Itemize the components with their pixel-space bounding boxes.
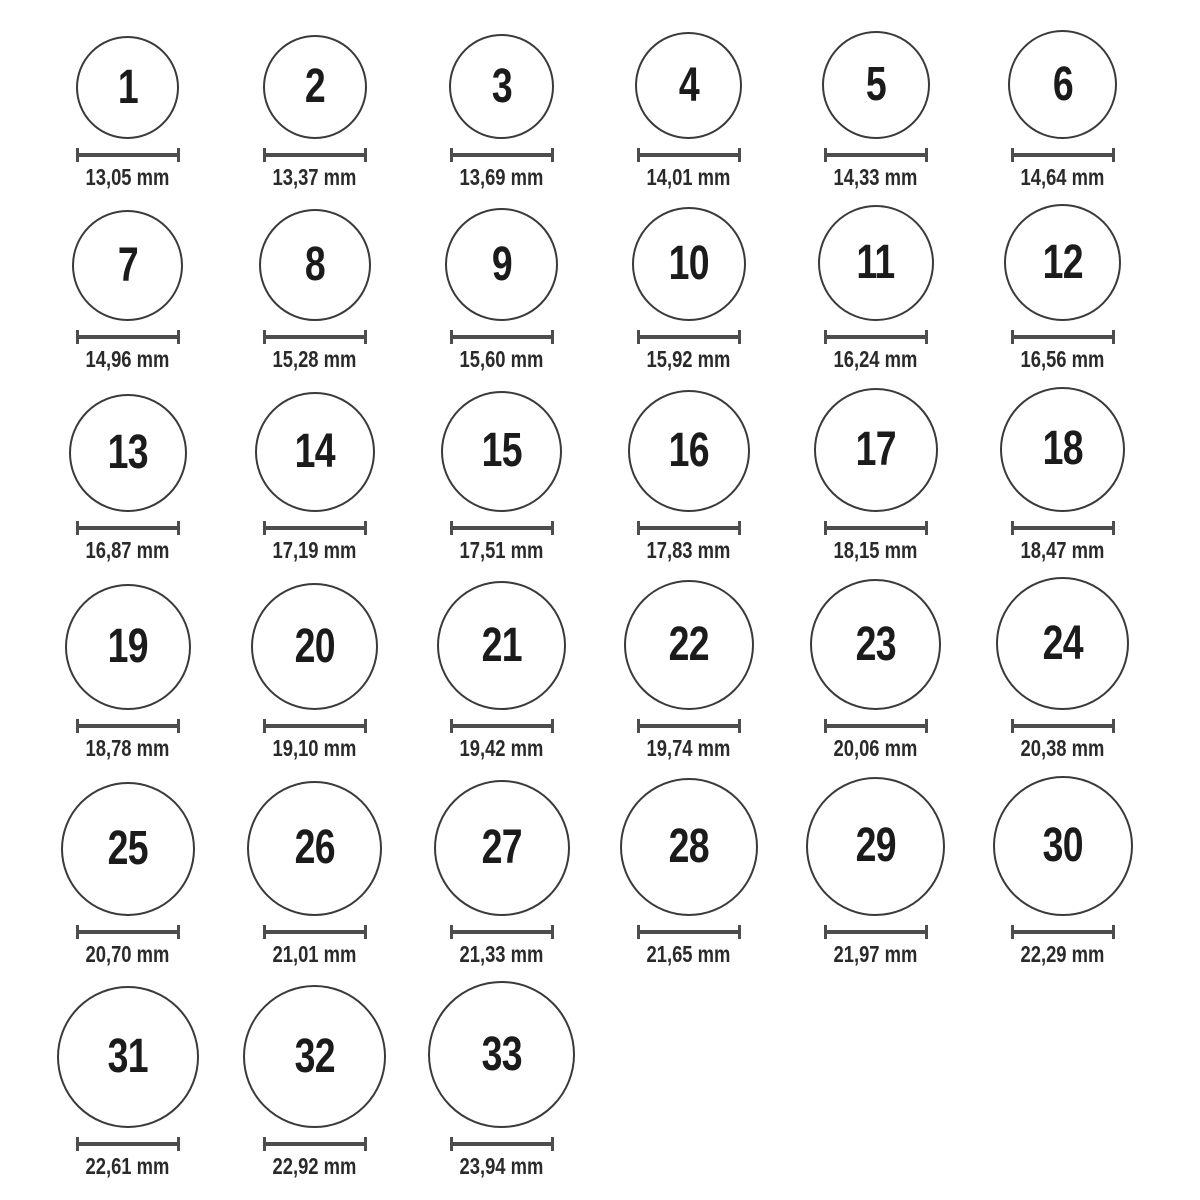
diameter-label: 14,64 mm (1020, 164, 1105, 190)
diameter-label: 14,96 mm (85, 346, 170, 373)
diameter-label: 18,15 mm (833, 536, 918, 563)
diameter-label: 17,51 mm (459, 536, 544, 563)
measure-bar (451, 930, 553, 934)
diameter-measure-line (76, 925, 180, 939)
measure-bar (451, 153, 553, 157)
diameter-label: 19,74 mm (646, 735, 731, 762)
ring-size-item (595, 580, 782, 761)
diameter-measure-line (1011, 148, 1115, 162)
right-end-tick (177, 521, 180, 535)
ring-size-number: 29 (855, 819, 896, 873)
diameter-measure-line (637, 719, 741, 733)
diameter-label: 17,83 mm (646, 536, 731, 563)
ring-circle (620, 778, 758, 916)
right-end-tick (177, 719, 180, 733)
ring-circle (243, 985, 386, 1128)
ring-size-item (969, 30, 1156, 190)
diameter-label: 20,38 mm (1020, 735, 1105, 762)
diameter-measure-line (637, 330, 741, 344)
measure-bar (264, 526, 366, 530)
diameter-label: 20,70 mm (85, 940, 170, 967)
right-end-tick (364, 148, 367, 162)
ring-size-item (969, 387, 1156, 563)
ring-size-number: 23 (855, 617, 896, 671)
ring-size-item (34, 394, 221, 563)
diameter-label: 23,94 mm (459, 1153, 544, 1180)
ring-size-number: 28 (668, 819, 709, 873)
diameter-label: 15,60 mm (459, 346, 544, 373)
measure-bar (264, 724, 366, 728)
diameter-label: 15,92 mm (646, 346, 731, 373)
ring-circle (1004, 204, 1121, 321)
ring-size-number: 1 (117, 60, 138, 114)
ring-size-number: 21 (481, 618, 522, 672)
right-end-tick (1112, 719, 1115, 733)
ring-size-item (969, 776, 1156, 967)
measure-bar (638, 153, 740, 157)
chart-row (34, 204, 1200, 372)
chart-row (34, 387, 1200, 563)
diameter-measure-line (637, 925, 741, 939)
ring-circle (632, 207, 746, 321)
diameter-measure-line (824, 148, 928, 162)
right-end-tick (551, 330, 554, 344)
ring-size-number: 15 (481, 424, 522, 478)
ring-size-item (782, 777, 969, 967)
diameter-label: 22,29 mm (1020, 940, 1105, 967)
measure-bar (825, 724, 927, 728)
diameter-label: 15,28 mm (272, 346, 357, 373)
ring-size-item (34, 36, 221, 190)
measure-bar (1012, 930, 1114, 934)
ring-size-item (782, 31, 969, 190)
measure-bar (264, 930, 366, 934)
measure-bar (1012, 335, 1114, 339)
diameter-measure-line (76, 330, 180, 344)
right-end-tick (1112, 148, 1115, 162)
chart-row (34, 577, 1200, 761)
ring-size-number: 22 (668, 618, 709, 672)
diameter-measure-line (263, 330, 367, 344)
ring-circle (259, 209, 371, 321)
right-end-tick (177, 925, 180, 939)
right-end-tick (364, 719, 367, 733)
diameter-label: 22,92 mm (272, 1153, 357, 1180)
right-end-tick (1112, 330, 1115, 344)
ring-size-item (34, 210, 221, 372)
diameter-measure-line (824, 521, 928, 535)
diameter-measure-line (824, 719, 928, 733)
measure-bar (264, 153, 366, 157)
diameter-measure-line (637, 521, 741, 535)
right-end-tick (738, 925, 741, 939)
ring-size-item (969, 204, 1156, 372)
ring-size-item (34, 986, 221, 1179)
diameter-measure-line (263, 521, 367, 535)
ring-size-number: 27 (481, 820, 522, 874)
measure-bar (264, 1142, 366, 1146)
ring-size-item (221, 35, 408, 190)
ring-size-number: 24 (1042, 616, 1083, 670)
diameter-measure-line (263, 925, 367, 939)
ring-size-item (221, 985, 408, 1179)
ring-size-item (969, 577, 1156, 761)
ring-size-item (221, 583, 408, 761)
diameter-label: 21,33 mm (459, 940, 544, 967)
measure-bar (77, 930, 179, 934)
ring-size-number: 13 (107, 425, 148, 479)
diameter-measure-line (76, 521, 180, 535)
diameter-measure-line (1011, 330, 1115, 344)
measure-bar (1012, 526, 1114, 530)
measure-bar (77, 1142, 179, 1146)
diameter-measure-line (824, 330, 928, 344)
diameter-measure-line (1011, 521, 1115, 535)
ring-size-item (595, 390, 782, 563)
measure-bar (825, 153, 927, 157)
ring-size-item (782, 579, 969, 761)
right-end-tick (1112, 521, 1115, 535)
diameter-label: 13,05 mm (85, 164, 170, 190)
ring-size-number: 17 (855, 422, 896, 476)
diameter-measure-line (76, 148, 180, 162)
measure-bar (451, 526, 553, 530)
ring-size-number: 30 (1042, 818, 1083, 872)
ring-size-item (408, 34, 595, 190)
diameter-measure-line (450, 330, 554, 344)
right-end-tick (551, 719, 554, 733)
measure-bar (451, 724, 553, 728)
diameter-label: 22,61 mm (85, 1153, 170, 1180)
ring-circle (65, 584, 191, 710)
right-end-tick (925, 925, 928, 939)
ring-circle (449, 34, 554, 139)
right-end-tick (738, 521, 741, 535)
ring-size-item (408, 391, 595, 563)
diameter-label: 17,19 mm (272, 536, 357, 563)
ring-circle (814, 388, 938, 512)
right-end-tick (925, 330, 928, 344)
right-end-tick (738, 330, 741, 344)
right-end-tick (177, 1137, 180, 1151)
ring-size-number: 32 (294, 1029, 335, 1083)
measure-bar (451, 335, 553, 339)
diameter-label: 21,01 mm (272, 940, 357, 967)
ring-circle (810, 579, 941, 710)
measure-bar (825, 526, 927, 530)
ring-size-number: 9 (491, 237, 512, 291)
measure-bar (77, 724, 179, 728)
measure-bar (638, 930, 740, 934)
ring-size-number: 4 (678, 58, 699, 112)
ring-size-number: 20 (294, 619, 335, 673)
diameter-label: 14,33 mm (833, 164, 918, 190)
ring-size-number: 8 (304, 238, 325, 292)
ring-circle (628, 390, 750, 512)
ring-size-number: 33 (481, 1027, 522, 1081)
diameter-measure-line (76, 719, 180, 733)
ring-circle (72, 210, 183, 321)
diameter-measure-line (450, 925, 554, 939)
diameter-measure-line (263, 1137, 367, 1151)
ring-circle (263, 35, 367, 139)
ring-size-number: 3 (491, 59, 512, 113)
diameter-label: 16,24 mm (833, 346, 918, 373)
ring-size-number: 6 (1052, 57, 1073, 111)
ring-size-number: 5 (865, 58, 886, 111)
chart-row (34, 776, 1200, 967)
ring-size-number: 10 (668, 237, 709, 291)
ring-size-item (595, 778, 782, 967)
diameter-measure-line (824, 925, 928, 939)
ring-size-item (34, 584, 221, 761)
chart-row (34, 981, 1200, 1179)
right-end-tick (925, 521, 928, 535)
right-end-tick (925, 719, 928, 733)
measure-bar (451, 1142, 553, 1146)
ring-circle (57, 986, 199, 1128)
diameter-measure-line (450, 719, 554, 733)
diameter-label: 21,97 mm (833, 940, 918, 967)
diameter-measure-line (263, 148, 367, 162)
ring-size-item (408, 981, 595, 1179)
ring-circle (255, 392, 375, 512)
measure-bar (264, 335, 366, 339)
ring-size-number: 18 (1042, 422, 1083, 476)
ring-size-item (408, 581, 595, 761)
ring-size-item (595, 32, 782, 190)
ring-circle (822, 31, 930, 139)
ring-circle (818, 205, 934, 321)
right-end-tick (364, 330, 367, 344)
diameter-label: 16,87 mm (85, 536, 170, 563)
ring-size-number: 31 (107, 1030, 148, 1084)
right-end-tick (1112, 925, 1115, 939)
ring-circle (996, 577, 1129, 710)
diameter-label: 16,56 mm (1020, 346, 1105, 373)
ring-size-item (34, 782, 221, 967)
right-end-tick (551, 925, 554, 939)
ring-circle (1008, 30, 1117, 139)
diameter-measure-line (76, 1137, 180, 1151)
right-end-tick (551, 148, 554, 162)
diameter-label: 13,69 mm (459, 164, 544, 190)
right-end-tick (738, 719, 741, 733)
ring-size-number: 7 (117, 238, 138, 292)
measure-bar (77, 153, 179, 157)
measure-bar (638, 526, 740, 530)
measure-bar (1012, 724, 1114, 728)
diameter-measure-line (450, 1137, 554, 1151)
diameter-label: 18,78 mm (85, 735, 170, 762)
ring-circle (69, 394, 187, 512)
ring-size-item (221, 209, 408, 372)
measure-bar (638, 335, 740, 339)
right-end-tick (177, 148, 180, 162)
diameter-label: 18,47 mm (1020, 536, 1105, 563)
ring-circle (993, 776, 1133, 916)
ring-circle (251, 583, 378, 710)
ring-circle (247, 781, 382, 916)
ring-circle (61, 782, 195, 916)
ring-size-item (221, 781, 408, 967)
ring-size-number: 2 (304, 60, 325, 113)
right-end-tick (551, 1137, 554, 1151)
diameter-label: 14,01 mm (646, 164, 731, 190)
right-end-tick (177, 330, 180, 344)
measure-bar (1012, 153, 1114, 157)
ring-circle (76, 36, 179, 139)
measure-bar (77, 526, 179, 530)
ring-circle (624, 580, 754, 710)
ring-size-item (782, 205, 969, 372)
ring-size-number: 26 (294, 821, 335, 875)
ring-size-number: 14 (294, 424, 335, 478)
ring-circle (1000, 387, 1125, 512)
ring-circle (437, 581, 566, 710)
measure-bar (825, 335, 927, 339)
ring-circle (445, 208, 558, 321)
ring-circle (434, 780, 570, 916)
diameter-measure-line (1011, 925, 1115, 939)
ring-size-item (595, 207, 782, 372)
ring-size-number: 16 (668, 423, 709, 477)
ring-size-item (408, 780, 595, 967)
right-end-tick (925, 148, 928, 162)
diameter-measure-line (1011, 719, 1115, 733)
measure-bar (77, 335, 179, 339)
ring-size-number: 25 (107, 821, 148, 875)
diameter-measure-line (450, 148, 554, 162)
diameter-label: 19,42 mm (459, 735, 544, 762)
diameter-label: 21,65 mm (646, 940, 731, 967)
right-end-tick (551, 521, 554, 535)
ring-size-item (408, 208, 595, 372)
right-end-tick (364, 925, 367, 939)
right-end-tick (364, 521, 367, 535)
diameter-measure-line (450, 521, 554, 535)
right-end-tick (364, 1137, 367, 1151)
chart-row (34, 30, 1200, 190)
ring-circle (441, 391, 562, 512)
ring-size-number: 19 (107, 620, 148, 674)
ring-size-number: 12 (1042, 235, 1083, 289)
ring-circle (635, 32, 742, 139)
diameter-label: 20,06 mm (833, 735, 918, 762)
ring-size-item (782, 388, 969, 563)
diameter-measure-line (637, 148, 741, 162)
right-end-tick (738, 148, 741, 162)
measure-bar (825, 930, 927, 934)
diameter-label: 19,10 mm (272, 735, 357, 762)
diameter-label: 13,37 mm (272, 164, 357, 190)
diameter-measure-line (263, 719, 367, 733)
ring-circle (428, 981, 575, 1128)
ring-size-item (221, 392, 408, 563)
ring-size-number: 11 (856, 236, 895, 290)
measure-bar (638, 724, 740, 728)
ring-circle (806, 777, 945, 916)
